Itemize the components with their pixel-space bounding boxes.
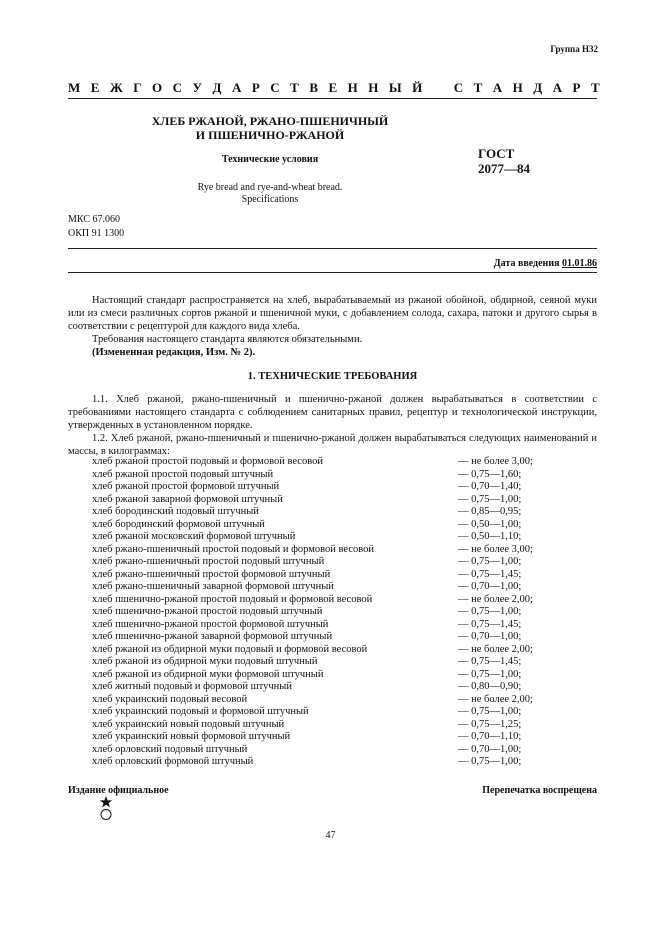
bread-name: хлеб пшенично-ржаной заварной формовой штучный [92,631,333,642]
bread-mass: — 0,75—1,00; [458,493,522,505]
bread-mass: — 0,75—1,00; [458,556,522,567]
intro-paragraph-scope: Настоящий стандарт распространяется на хлеб, вырабатываемый из ржаной обойной, обдирной, сеяной муки или из смеси различных сортов ржаной и пшеничной муки, с добавлением солода, сахара, патоки и другого сырья в соответствии с рецептурой для каждого вида хлеба. [68,295,597,332]
bread-mass: — 0,75—1,45; [458,656,522,667]
english-title-line-1: Rye bread and rye-and-wheat bread. [197,182,343,193]
gost-number: 2077—84 [478,161,530,176]
list-item [92,456,597,469]
bread-name: хлеб ржано-пшеничный заварной формовой штучный [92,581,334,592]
list-item [92,544,597,557]
banner-letter: Т [590,80,600,95]
bread-mass: — 0,75—1,00; [458,606,522,617]
list-item [92,756,597,769]
banner-letter: Д [533,80,543,95]
bread-mass: — 0,70—1,40; [458,481,522,492]
bread-name: хлеб ржаной заварной формовой штучный [92,493,283,505]
banner-letter: А [492,80,503,95]
bread-name: хлеб украинский новый подовый штучный [92,718,285,730]
classification-codes [68,213,124,241]
banner-letter: Н [512,80,523,95]
bread-mass: — 0,75—1,45; [458,568,522,580]
bread-mass-list [92,456,597,769]
list-item [92,719,597,732]
bread-name: хлеб ржаной из обдирной муки формовой штучный [92,668,324,680]
list-item [92,744,597,757]
list-item [92,594,597,607]
list-item [92,694,597,707]
bread-mass: — 0,75—1,60; [458,468,522,480]
banner-letter: Ы [388,80,402,95]
banner-rule [68,98,597,99]
section-heading-technical-requirements: 1. ТЕХНИЧЕСКИЕ ТРЕБОВАНИЯ [247,371,418,382]
list-item [92,619,597,632]
intro-amendment-note: (Измененная редакция, Изм. № 2). [92,347,256,358]
bread-mass: — не более 3,00; [458,543,533,555]
banner-letter: Т [290,80,299,95]
bread-mass: — не более 3,00; [458,456,533,467]
bread-name: хлеб орловский подовый штучный [92,743,248,755]
banner-letter: Е [90,80,100,95]
mks-code: МКС 67.060 [68,214,120,225]
title-line-1: ХЛЕБ РЖАНОЙ, РЖАНО-ПШЕНИЧНЫЙ [151,114,389,128]
banner-letter: С [453,80,464,95]
gost-label: ГОСТ [478,146,515,161]
bread-mass: — 0,85—0,95; [458,506,522,517]
english-title [150,182,390,206]
bread-name: хлеб бородинский подовый штучный [92,506,259,517]
bread-name: хлеб пшенично-ржаной простой формовой штучный [92,618,329,630]
bread-name: хлеб ржано-пшеничный простой формовой штучный [92,568,331,580]
banner-letter: Ж [109,80,123,95]
bread-mass: — 0,75—1,45; [458,618,522,630]
bread-name: хлеб ржаной московский формовой штучный [92,531,296,542]
star-circle-icon [97,796,115,820]
official-edition-label: Издание официальное [68,785,169,796]
list-item [92,644,597,657]
bread-name: хлеб житный подовый и формовой штучный [92,681,292,692]
bread-name: хлеб украинский подовый и формовой штучный [92,706,309,717]
banner-letter: О [152,80,163,95]
bread-name: хлеб украинский подовый весовой [92,693,248,705]
bread-name: хлеб ржаной простой формовой штучный [92,481,280,492]
bread-mass: — не более 2,00; [458,693,533,705]
bread-mass: — 0,50—1,10; [458,531,522,542]
bread-mass: — 0,75—1,00; [458,756,522,767]
bread-name: хлеб орловский формовой штучный [92,756,254,767]
banner-letter: Н [368,80,379,95]
bread-name: хлеб ржаной из обдирной муки подовый штучный [92,656,318,667]
bread-mass: — 0,70—1,00; [458,743,522,755]
reprint-prohibited-label: Перепечатка воспрещена [482,785,597,796]
interstate-standard-banner [68,80,600,96]
list-item [92,669,597,682]
banner-letter: В [309,80,318,95]
bread-name: хлеб ржано-пшеничный простой подовый и формовой весовой [92,543,374,555]
intro-paragraph-mandatory: Требования настоящего стандарта являются обязательными. [92,334,363,345]
clause-1-2: 1.2. Хлеб ржаной, ржано-пшеничный и пшенично-ржаной должен вырабатываться следующих наименований и массы, в килограммах: [68,433,597,457]
list-item [92,581,597,594]
banner-letter: А [552,80,563,95]
bread-mass: — не более 2,00; [458,593,533,605]
banner-letter: Г [133,80,142,95]
section-1-paragraphs [68,393,597,458]
list-item [92,731,597,744]
header-rule [68,248,597,249]
banner-letter: Е [328,80,338,95]
effective-date-label: Дата введения [493,258,562,269]
list-item [92,506,597,519]
banner-letter: Р [572,80,581,95]
bread-mass: — 0,80—0,90; [458,681,522,692]
bread-mass: — 0,70—1,00; [458,631,522,642]
banner-letter: С [172,80,183,95]
okp-code: ОКП 91 1300 [68,228,125,239]
bread-name: хлеб ржано-пшеничный простой подовый штучный [92,556,325,567]
list-item [92,706,597,719]
banner-letter: У [192,80,203,95]
list-item [92,681,597,694]
bread-mass: — 0,75—1,00; [458,706,522,717]
bread-name: хлеб украинский новый формовой штучный [92,731,291,742]
title-line-2: И ПШЕНИЧНО-РЖАНОЙ [195,128,345,142]
banner-letter: Н [347,80,358,95]
list-item [92,556,597,569]
banner-letter: М [68,80,81,95]
banner-letter: Т [473,80,483,95]
bread-name: хлеб ржаной из обдирной муки подовый и формовой весовой [92,643,368,655]
banner-letter: Й [412,80,423,95]
group-code: Группа Н32 [550,44,598,54]
bread-mass: — 0,75—1,25; [458,718,522,730]
bread-mass: — 0,50—1,00; [458,518,522,530]
bread-name: хлеб бородинский формовой штучный [92,518,265,530]
english-title-line-2: Specifications [241,194,299,205]
banner-letter: А [231,80,242,95]
list-item [92,469,597,482]
bread-name: хлеб пшенично-ржаной простой подовый штучный [92,606,323,617]
document-title [150,114,390,142]
banner-letter: Р [251,80,260,95]
list-item [92,481,597,494]
date-rule [68,272,597,273]
list-item [92,569,597,582]
banner-letter: С [270,80,280,95]
bread-mass: — 0,70—1,10; [458,731,522,742]
page-number: 47 [325,830,336,841]
effective-date [494,258,597,269]
list-item [92,631,597,644]
list-item [92,494,597,507]
effective-date-value: 01.01.86 [562,258,597,269]
banner-letter: Д [212,80,222,95]
introduction [68,294,597,359]
list-item [92,519,597,532]
bread-mass: — не более 2,00; [458,643,533,655]
document-subtitle: Технические условия [221,154,319,165]
bread-mass: — 0,70—1,00; [458,581,522,592]
gost-designation [478,146,530,176]
bread-name: хлеб ржаной простой подовый штучный [92,468,274,480]
bread-name: хлеб ржаной простой подовый и формовой весовой [92,456,323,467]
clause-1-1: 1.1. Хлеб ржаной, ржано-пшеничный и пшенично-ржаной должен вырабатываться в соответствии с требованиями настоящего стандарта с соблюдением санитарных правил, рецептур и технологической инструкции, утвержденных в установленном порядке. [68,394,597,431]
bread-mass: — 0,75—1,00; [458,668,522,680]
list-item [92,656,597,669]
bread-name: хлеб пшенично-ржаной простой подовый и формовой весовой [92,593,373,605]
list-item [92,531,597,544]
list-item [92,606,597,619]
